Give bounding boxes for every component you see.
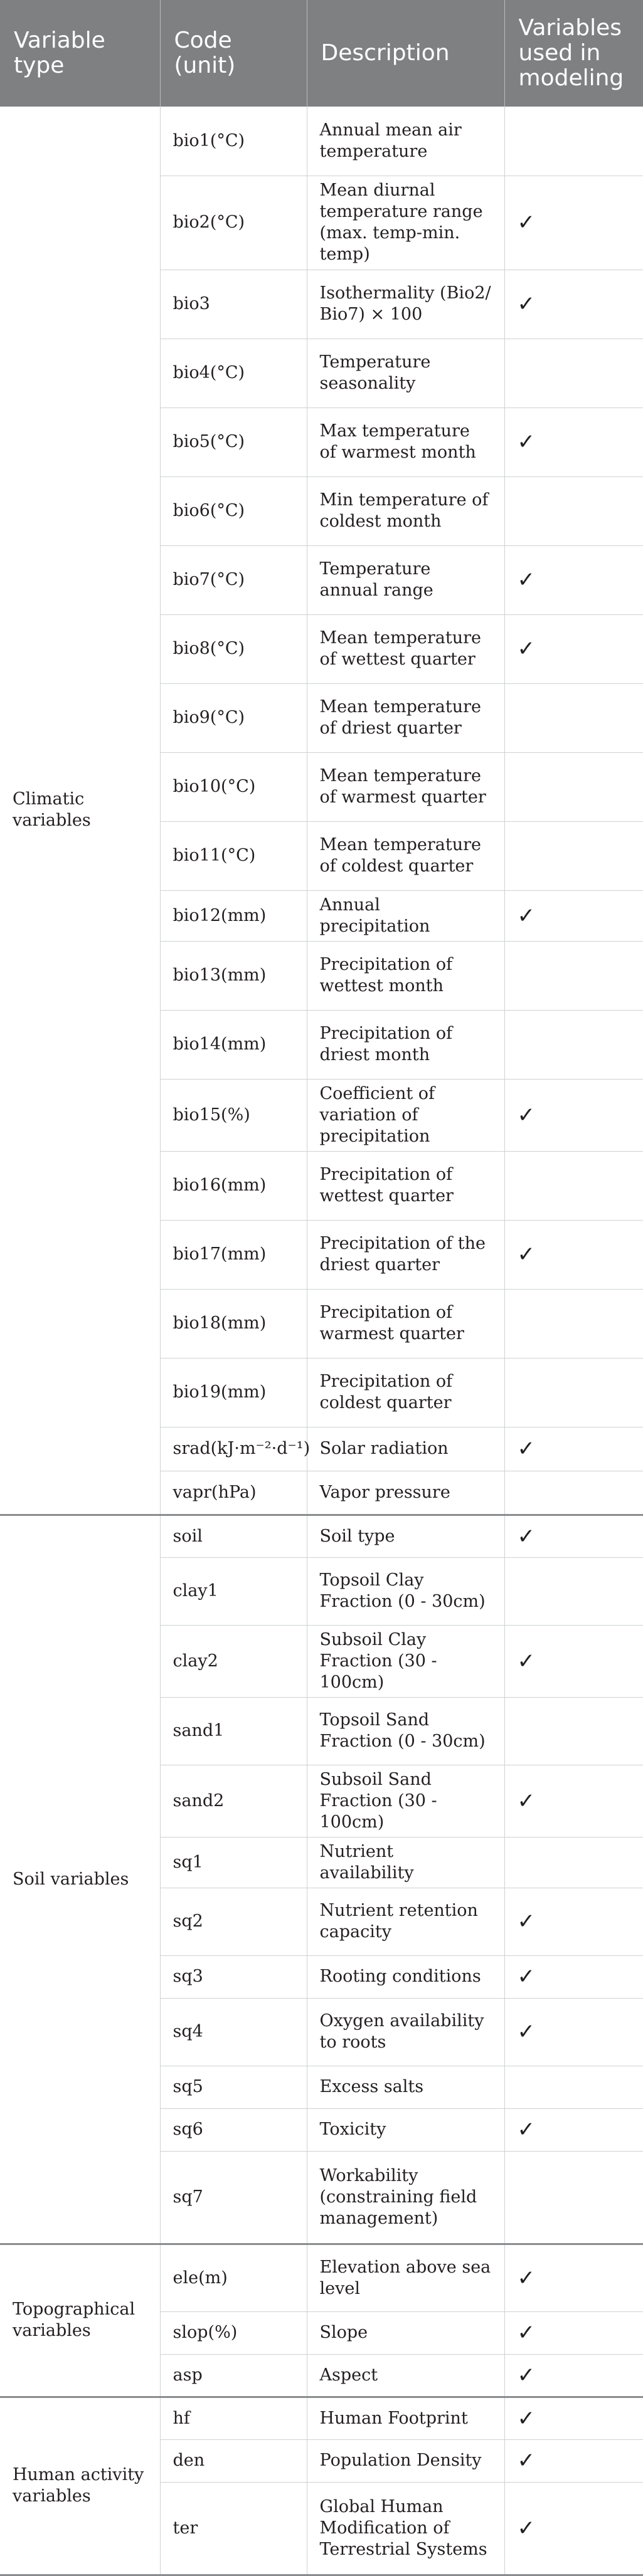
description-cell: Annual precipitation	[307, 890, 504, 941]
table-body	[0, 107, 643, 2575]
header-code-unit: Code (unit)	[160, 0, 307, 107]
description-cell: Temperature annual range	[307, 545, 504, 614]
header-row	[0, 0, 643, 107]
description-cell: Soil type	[307, 1515, 504, 1557]
description-cell: Nutrient availability	[307, 1837, 504, 1888]
used-in-modeling-cell	[504, 407, 643, 476]
code-cell: bio8(°C)	[160, 614, 307, 683]
description-cell: Precipitation of wettest quarter	[307, 1151, 504, 1220]
code-cell: bio9(°C)	[160, 683, 307, 752]
variable-type-cell: Topographical variables	[0, 2244, 160, 2397]
description-cell: Population Density	[307, 2439, 504, 2482]
code-cell: den	[160, 2439, 307, 2482]
description-cell: Subsoil Sand Fraction (30 - 100cm)	[307, 1765, 504, 1837]
used-in-modeling-cell	[504, 2482, 643, 2575]
description-cell: Toxicity	[307, 2108, 504, 2151]
code-cell: clay1	[160, 1557, 307, 1625]
description-cell: Human Footprint	[307, 2397, 504, 2439]
check-mark-icon: ✓	[517, 1523, 535, 1549]
code-cell: sq2	[160, 1888, 307, 1955]
description-cell: Nutrient retention capacity	[307, 1888, 504, 1955]
description-cell: Precipitation of the driest quarter	[307, 1220, 504, 1289]
code-cell: bio6(°C)	[160, 476, 307, 545]
description-cell: Precipitation of warmest quarter	[307, 1289, 504, 1358]
check-mark-icon: ✓	[517, 2265, 535, 2291]
used-in-modeling-cell	[504, 1010, 643, 1079]
code-cell: sq6	[160, 2108, 307, 2151]
check-mark-icon: ✓	[517, 1648, 535, 1674]
code-cell: clay2	[160, 1625, 307, 1697]
description-cell: Mean temperature of wettest quarter	[307, 614, 504, 683]
used-in-modeling-cell	[504, 1697, 643, 1765]
check-mark-icon: ✓	[517, 567, 535, 592]
description-cell: Oxygen availability to roots	[307, 1998, 504, 2066]
description-cell: Isothermality (Bio2/ Bio7) × 100	[307, 270, 504, 339]
used-in-modeling-cell	[504, 2354, 643, 2397]
check-mark-icon: ✓	[517, 1102, 535, 1128]
description-cell: Excess salts	[307, 2066, 504, 2108]
code-cell: bio1(°C)	[160, 107, 307, 176]
description-cell: Precipitation of driest month	[307, 1010, 504, 1079]
used-in-modeling-cell	[504, 683, 643, 752]
used-in-modeling-cell	[504, 1427, 643, 1471]
code-cell: bio5(°C)	[160, 407, 307, 476]
used-in-modeling-cell	[504, 2066, 643, 2108]
code-cell: srad(kJ·m⁻²·d⁻¹)	[160, 1427, 307, 1471]
description-cell: Min temperature of coldest month	[307, 476, 504, 545]
check-mark-icon: ✓	[517, 1788, 535, 1814]
used-in-modeling-cell	[504, 1888, 643, 1955]
code-cell: sq5	[160, 2066, 307, 2108]
code-cell: bio3	[160, 270, 307, 339]
code-cell: bio11(°C)	[160, 821, 307, 890]
description-cell: Mean temperature of warmest quarter	[307, 752, 504, 821]
description-cell: Max temperature of warmest month	[307, 407, 504, 476]
description-cell: Annual mean air temperature	[307, 107, 504, 176]
used-in-modeling-cell	[504, 1765, 643, 1837]
used-in-modeling-cell	[504, 752, 643, 821]
code-cell: soil	[160, 1515, 307, 1557]
used-in-modeling-cell	[504, 2244, 643, 2311]
used-in-modeling-cell	[504, 176, 643, 270]
check-mark-icon: ✓	[517, 2362, 535, 2388]
code-cell: bio12(mm)	[160, 890, 307, 941]
code-cell: bio17(mm)	[160, 1220, 307, 1289]
description-cell: Precipitation of coldest quarter	[307, 1358, 504, 1427]
used-in-modeling-cell	[504, 545, 643, 614]
code-cell: sq1	[160, 1837, 307, 1888]
used-in-modeling-cell	[504, 1515, 643, 1557]
table-row	[0, 2397, 643, 2439]
used-in-modeling-cell	[504, 339, 643, 407]
used-in-modeling-cell	[504, 2108, 643, 2151]
description-cell: Topsoil Sand Fraction (0 - 30cm)	[307, 1697, 504, 1765]
variable-type-cell: Soil variables	[0, 1515, 160, 2244]
code-cell: sq3	[160, 1955, 307, 1998]
code-cell: asp	[160, 2354, 307, 2397]
code-cell: sand1	[160, 1697, 307, 1765]
used-in-modeling-cell	[504, 1998, 643, 2066]
description-cell: Coefficient of variation of precipitation	[307, 1079, 504, 1151]
check-mark-icon: ✓	[517, 2117, 535, 2142]
check-mark-icon: ✓	[517, 1909, 535, 1934]
used-in-modeling-cell	[504, 1151, 643, 1220]
used-in-modeling-cell	[504, 476, 643, 545]
used-in-modeling-cell	[504, 270, 643, 339]
check-mark-icon: ✓	[517, 636, 535, 661]
description-cell: Rooting conditions	[307, 1955, 504, 1998]
used-in-modeling-cell	[504, 1625, 643, 1697]
code-cell: bio13(mm)	[160, 941, 307, 1010]
used-in-modeling-cell	[504, 1220, 643, 1289]
check-mark-icon: ✓	[517, 2515, 535, 2541]
code-cell: sq4	[160, 1998, 307, 2066]
description-cell: Topsoil Clay Fraction (0 - 30cm)	[307, 1557, 504, 1625]
used-in-modeling-cell	[504, 1289, 643, 1358]
used-in-modeling-cell	[504, 890, 643, 941]
table-row	[0, 107, 643, 176]
code-cell: ter	[160, 2482, 307, 2575]
code-cell: bio18(mm)	[160, 1289, 307, 1358]
check-mark-icon: ✓	[517, 1964, 535, 1989]
header-variable-type: Variable type	[0, 0, 160, 107]
table-header	[0, 0, 643, 107]
used-in-modeling-cell	[504, 1358, 643, 1427]
description-cell: Workability (constraining field management)	[307, 2151, 504, 2244]
code-cell: bio19(mm)	[160, 1358, 307, 1427]
check-mark-icon: ✓	[517, 429, 535, 455]
header-used-in-modeling: Variables used in modeling	[504, 0, 643, 107]
header-description: Description	[307, 0, 504, 107]
description-cell: Aspect	[307, 2354, 504, 2397]
code-cell: bio2(°C)	[160, 176, 307, 270]
used-in-modeling-cell	[504, 1837, 643, 1888]
description-cell: Mean diurnal temperature range (max. temp-min. temp)	[307, 176, 504, 270]
variable-type-cell: Climatic variables	[0, 107, 160, 1515]
description-cell: Temperature seasonality	[307, 339, 504, 407]
description-cell: Vapor pressure	[307, 1471, 504, 1515]
description-cell: Slope	[307, 2311, 504, 2354]
check-mark-icon: ✓	[517, 2019, 535, 2044]
used-in-modeling-cell	[504, 2151, 643, 2244]
check-mark-icon: ✓	[517, 292, 535, 317]
code-cell: bio14(mm)	[160, 1010, 307, 1079]
used-in-modeling-cell	[504, 2311, 643, 2354]
table-row	[0, 1515, 643, 1557]
used-in-modeling-cell	[504, 1471, 643, 1515]
used-in-modeling-cell	[504, 2439, 643, 2482]
check-mark-icon: ✓	[517, 210, 535, 235]
used-in-modeling-cell	[504, 107, 643, 176]
table-row	[0, 2244, 643, 2311]
check-mark-icon: ✓	[517, 2448, 535, 2473]
code-cell: hf	[160, 2397, 307, 2439]
description-cell: Elevation above sea level	[307, 2244, 504, 2311]
check-mark-icon: ✓	[517, 2320, 535, 2345]
used-in-modeling-cell	[504, 821, 643, 890]
code-cell: slop(%)	[160, 2311, 307, 2354]
check-mark-icon: ✓	[517, 2405, 535, 2431]
check-mark-icon: ✓	[517, 1436, 535, 1461]
code-cell: bio10(°C)	[160, 752, 307, 821]
used-in-modeling-cell	[504, 2397, 643, 2439]
description-cell: Mean temperature of coldest quarter	[307, 821, 504, 890]
check-mark-icon: ✓	[517, 1242, 535, 1267]
used-in-modeling-cell	[504, 941, 643, 1010]
code-cell: ele(m)	[160, 2244, 307, 2311]
used-in-modeling-cell	[504, 1079, 643, 1151]
used-in-modeling-cell	[504, 614, 643, 683]
description-cell: Precipitation of wettest month	[307, 941, 504, 1010]
code-cell: bio16(mm)	[160, 1151, 307, 1220]
check-mark-icon: ✓	[517, 903, 535, 928]
code-cell: sand2	[160, 1765, 307, 1837]
code-cell: bio7(°C)	[160, 545, 307, 614]
description-cell: Subsoil Clay Fraction (30 - 100cm)	[307, 1625, 504, 1697]
description-cell: Mean temperature of driest quarter	[307, 683, 504, 752]
code-cell: sq7	[160, 2151, 307, 2244]
code-cell: bio4(°C)	[160, 339, 307, 407]
description-cell: Solar radiation	[307, 1427, 504, 1471]
code-cell: bio15(%)	[160, 1079, 307, 1151]
used-in-modeling-cell	[504, 1557, 643, 1625]
used-in-modeling-cell	[504, 1955, 643, 1998]
variable-type-cell: Human activity variables	[0, 2397, 160, 2575]
description-cell: Global Human Modification of Terrestrial Systems	[307, 2482, 504, 2575]
code-cell: vapr(hPa)	[160, 1471, 307, 1515]
